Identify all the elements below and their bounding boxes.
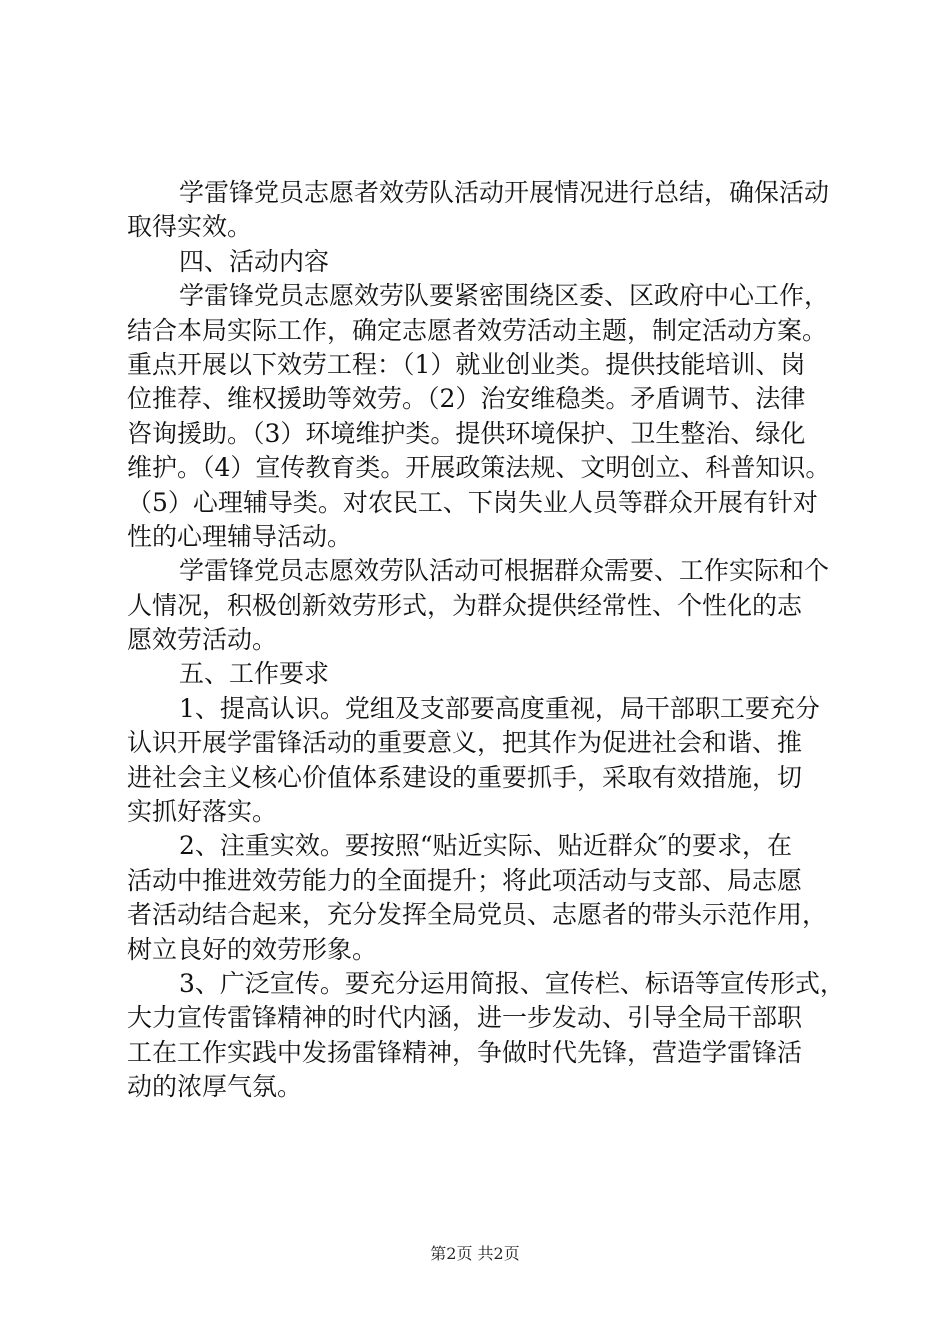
text-line: 咨询援助。（3）环境维护类。提供环境保护、卫生整治、绿化 [127,418,806,448]
text-line: 3、广泛宣传。要充分运用简报、宣传栏、标语等宣传形式， [179,968,845,998]
text-line: 大力宣传雷锋精神的时代内涵，进一步发动、引导全局干部职 [127,1003,803,1033]
text-line: 工在工作实践中发扬雷锋精神，争做时代先锋，营造学雷锋活 [127,1037,803,1067]
text-line: 动的浓厚气氛。 [127,1072,303,1102]
text-line: 人情况，积极创新效劳形式，为群众提供经常性、个性化的志 [127,590,803,620]
text-line: 学雷锋党员志愿效劳队要紧密围绕区委、区政府中心工作， [179,281,830,311]
text-line: 五、工作要求 [179,659,330,689]
text-line: 取得实效。 [127,212,253,242]
text-line: 进社会主义核心价值体系建设的重要抓手，采取有效措施，切 [127,762,803,792]
document-body [127,176,845,1105]
text-line: 者活动结合起来，充分发挥全局党员、志愿者的带头示范作用， [127,900,828,930]
text-line: 愿效劳活动。 [127,625,278,655]
text-line: 实抓好落实。 [127,797,278,827]
text-line: 重点开展以下效劳工程：（1）就业创业类。提供技能培训、岗 [127,349,806,379]
text-line: 四、活动内容 [179,246,330,276]
text-line: （5）心理辅导类。对农民工、下岗失业人员等群众开展有针对 [127,487,818,517]
text-line: 认识开展学雷锋活动的重要意义，把其作为促进社会和谐、推 [127,728,803,758]
text-line: 性的心理辅导活动。 [127,521,353,551]
page-footer: 第2页 共2页 [430,1244,520,1263]
text-line: 学雷锋党员志愿者效劳队活动开展情况进行总结，确保活动 [179,178,830,207]
text-line: 树立良好的效劳形象。 [127,934,378,964]
text-line: 活动中推进效劳能力的全面提升；将此项活动与支部、局志愿 [127,865,803,895]
text-line: 2、注重实效。要按照“贴近实际、贴近群众″的要求，在 [179,831,793,861]
text-line: 位推荐、维权援助等效劳。（2）治安维稳类。矛盾调节、法律 [127,384,806,414]
text-line: 1、提高认识。党组及支部要高度重视，局干部职工要充分 [179,693,820,723]
text-line: 学雷锋党员志愿效劳队活动可根据群众需要、工作实际和个 [179,556,830,586]
text-line: 结合本局实际工作，确定志愿者效劳活动主题，制定活动方案。 [127,315,828,345]
text-line: 维护。（4）宣传教育类。开展政策法规、文明创立、科普知识。 [127,453,831,483]
